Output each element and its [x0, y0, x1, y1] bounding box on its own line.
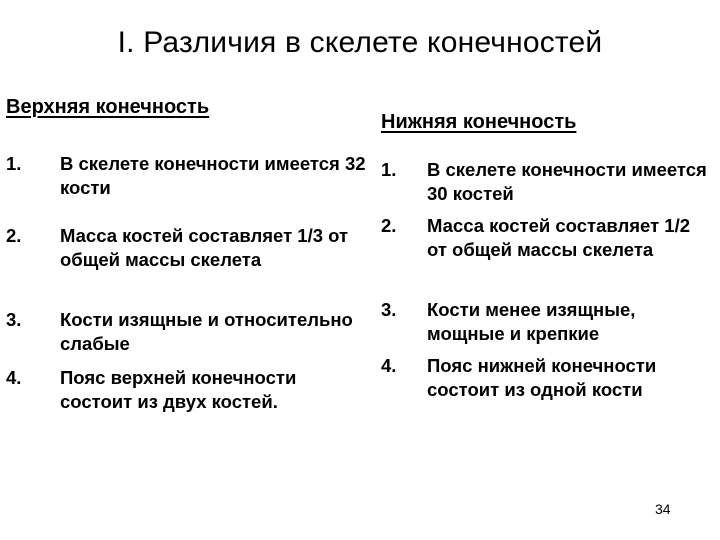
item-number: 3.	[381, 299, 397, 320]
item-number: 2.	[381, 215, 397, 236]
item-number: 4.	[381, 355, 397, 376]
list-item	[6, 224, 366, 272]
item-text: В скелете конечности имеется 30 костей	[427, 159, 707, 204]
list-item	[381, 214, 715, 262]
upper-limb-heading: Верхняя конечность	[6, 96, 210, 118]
item-text: Масса костей составляет 1/2 от общей массы скелета	[427, 215, 691, 260]
item-number: 3.	[6, 309, 22, 330]
lower-limb-heading: Нижняя конечность	[381, 111, 577, 133]
list-item	[6, 366, 366, 414]
item-text: Пояс верхней конечности состоит из двух костей.	[60, 367, 297, 412]
slide-title: I. Различия в скелете конечностей	[117, 26, 603, 59]
item-text: Кости менее изящные, мощные и крепкие	[427, 299, 636, 344]
item-number: 1.	[381, 159, 397, 180]
item-number: 4.	[6, 367, 22, 388]
item-number: 2.	[6, 225, 22, 246]
item-text: В скелете конечности имеется 32 кости	[60, 153, 366, 198]
item-number: 1.	[6, 153, 22, 174]
list-item	[6, 308, 366, 356]
list-item	[381, 354, 715, 402]
list-item	[6, 152, 366, 200]
item-text: Пояс нижней конечности состоит из одной кости	[427, 355, 657, 400]
list-item	[381, 158, 715, 206]
item-text: Масса костей составляет 1/3 от общей массы скелета	[60, 225, 349, 270]
page-number: 34	[655, 501, 671, 517]
list-item	[381, 298, 715, 346]
item-text: Кости изящные и относительно слабые	[60, 309, 353, 354]
